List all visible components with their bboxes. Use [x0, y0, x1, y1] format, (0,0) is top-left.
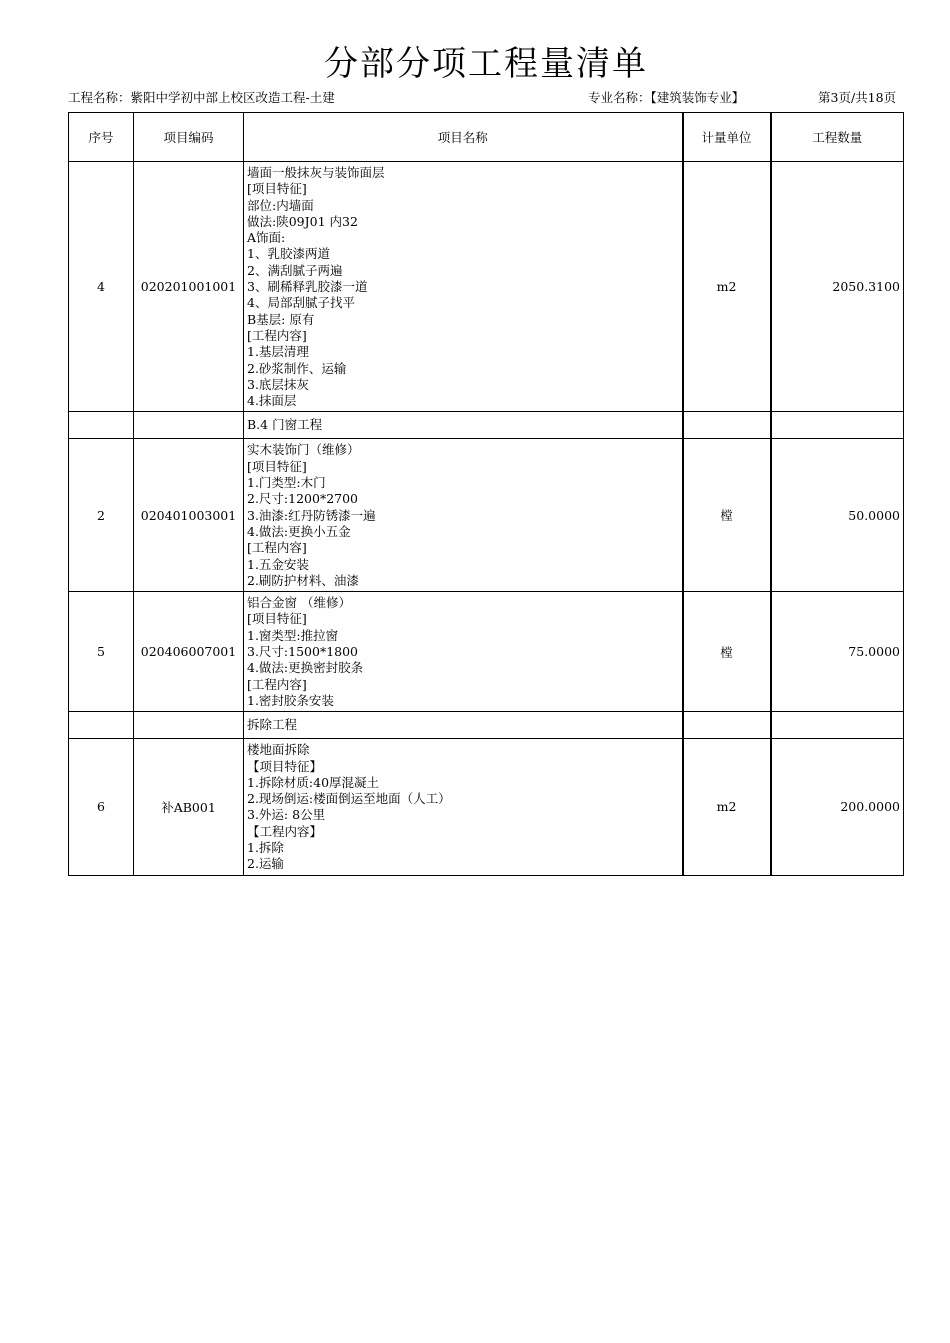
name-line: 墙面一般抹灰与装饰面层: [247, 165, 385, 180]
discipline-name: 专业名称：【建筑装饰专业】: [588, 90, 745, 105]
cell-name: [244, 412, 683, 439]
name-line: 做法:陕09J01 内32: [247, 213, 358, 229]
name-line: 3.油漆:红丹防锈漆一遍: [247, 507, 376, 523]
cell-quantity: 50.0000: [771, 439, 904, 592]
name-line: 4、局部刮腻子找平: [247, 295, 355, 311]
name-line: 1.五金安装: [247, 556, 309, 572]
bill-of-quantities-table: [68, 112, 904, 876]
cell-unit: 樘: [683, 439, 771, 592]
name-line: B基层: 原有: [247, 311, 315, 327]
name-line: [项目特征]: [247, 181, 307, 197]
cell-unit: [683, 412, 771, 439]
cell-quantity: 2050.3100: [771, 162, 904, 412]
name-line: 2.尺寸:1200*2700: [247, 491, 359, 507]
cell-name: [244, 162, 683, 412]
name-line: [工程内容]: [247, 327, 307, 343]
cell-code: 020406007001: [134, 592, 244, 712]
cell-seq: 4: [69, 162, 134, 412]
table-row: [69, 439, 904, 592]
header-quantity: 工程数量: [771, 113, 904, 162]
name-line: 4.做法:更换小五金: [247, 523, 351, 539]
name-line: 1.密封胶条安装: [247, 692, 334, 708]
table-header-row: [69, 113, 904, 162]
cell-seq: [69, 412, 134, 439]
table-row: [69, 162, 904, 412]
cell-code: [134, 412, 244, 439]
page-indicator: 第3页/共18页: [818, 90, 897, 105]
cell-unit: m2: [683, 162, 771, 412]
name-line: 4.抹面层: [247, 393, 297, 409]
name-line: 3.外运: 8公里: [247, 807, 326, 823]
name-line: 【工程内容】: [247, 823, 323, 839]
table-body: [69, 162, 904, 876]
name-line: 【项目特征】: [247, 758, 323, 774]
cell-quantity: [771, 712, 904, 739]
project-name: 工程名称：紫阳中学初中部上校区改造工程-土建: [68, 90, 335, 105]
cell-quantity: [771, 412, 904, 439]
name-line: 2.砂浆制作、运输: [247, 360, 347, 376]
cell-name: [244, 592, 683, 712]
name-line: 1.基层清理: [247, 344, 309, 360]
table-row: [69, 739, 904, 875]
cell-quantity: 75.0000: [771, 592, 904, 712]
cell-seq: 6: [69, 739, 134, 875]
name-line: 1.门类型:木门: [247, 475, 326, 491]
cell-name: [244, 739, 683, 875]
name-line: [项目特征]: [247, 458, 307, 474]
header-unit: 计量单位: [683, 113, 771, 162]
name-line: B.4 门窗工程: [247, 417, 323, 433]
cell-seq: 5: [69, 592, 134, 712]
header-seq: 序号: [69, 113, 134, 162]
name-line: 3.尺寸:1500*1800: [247, 644, 359, 660]
name-line: 4.做法:更换密封胶条: [247, 660, 364, 676]
cell-code: 020401003001: [134, 439, 244, 592]
name-line: 铝合金窗 （维修）: [247, 595, 351, 611]
name-line: 1.窗类型:推拉窗: [247, 627, 339, 643]
cell-code: 补AB001: [134, 739, 244, 875]
cell-code: [134, 712, 244, 739]
name-line: 2.现场倒运:楼面倒运至地面（人工）: [247, 791, 451, 807]
name-line: 3.底层抹灰: [247, 376, 309, 392]
cell-seq: [69, 712, 134, 739]
name-line: 部位:内墙面: [247, 197, 314, 213]
name-line: 2.运输: [247, 856, 284, 872]
cell-unit: m2: [683, 739, 771, 875]
cell-unit: [683, 712, 771, 739]
name-line: [工程内容]: [247, 676, 307, 692]
cell-seq: 2: [69, 439, 134, 592]
header-code: 项目编码: [134, 113, 244, 162]
cell-unit: 樘: [683, 592, 771, 712]
name-line: A饰面:: [247, 230, 286, 246]
name-line: 1.拆除材质:40厚混凝土: [247, 774, 380, 790]
name-line: 2.刷防护材料、油漆: [247, 572, 359, 588]
name-line: 拆除工程: [247, 717, 298, 733]
header-name: 项目名称: [244, 113, 683, 162]
name-line: [工程内容]: [247, 540, 307, 556]
name-line: 2、满刮腻子两遍: [247, 262, 343, 278]
name-line: 3、刷稀释乳胶漆一道: [247, 279, 368, 295]
section-row: [69, 712, 904, 739]
cell-code: 020201001001: [134, 162, 244, 412]
table-row: [69, 592, 904, 712]
cell-name: [244, 439, 683, 592]
document-title: 分部分项工程量清单: [324, 44, 648, 84]
section-row: [69, 412, 904, 439]
cell-quantity: 200.0000: [771, 739, 904, 875]
name-line: 楼地面拆除: [247, 742, 310, 758]
cell-name: [244, 712, 683, 739]
name-line: 实木装饰门（维修）: [247, 442, 360, 458]
name-line: [项目特征]: [247, 611, 307, 627]
name-line: 1、乳胶漆两道: [247, 246, 330, 262]
name-line: 1.拆除: [247, 839, 284, 855]
